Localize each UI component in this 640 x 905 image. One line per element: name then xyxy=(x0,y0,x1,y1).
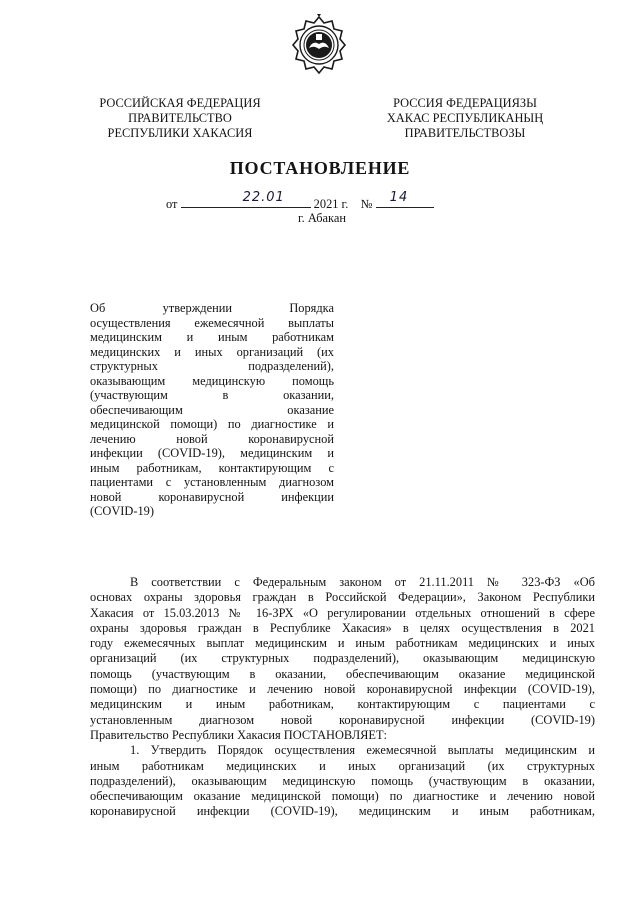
subject-line: структурных подразделений), xyxy=(90,359,334,373)
subject-line: инфекции (COVID-19), медицинским и xyxy=(90,446,334,460)
body-line: организаций (их структурных подразделений), оказывающим медицинскую xyxy=(90,651,595,666)
subject-line: медицинских и иных организаций (их xyxy=(90,344,334,359)
coat-of-arms-emblem xyxy=(291,14,347,76)
body-line: помощи) по диагностике и лечению новой коронавирусной инфекции (COVID-19), xyxy=(90,682,595,697)
subject-line: иным работникам, контактирующим с xyxy=(90,460,334,475)
handwritten-number: 14 xyxy=(389,190,409,205)
body-line: коронавирусной инфекции (COVID-19), медицинским и иным работникам, xyxy=(90,804,595,819)
body-line: 1. Утвердить Порядок осуществления ежемесячной выплаты медицинским и xyxy=(130,743,595,758)
header-right-line: ХАКАС РЕСПУБЛИКАНЫҢ xyxy=(386,111,544,125)
subject-line: новой коронавирусной инфекции xyxy=(90,489,334,504)
header-left-line: РОССИЙСКАЯ ФЕДЕРАЦИЯ xyxy=(99,96,261,110)
header-left-line: РЕСПУБЛИКИ ХАКАСИЯ xyxy=(107,126,253,140)
subject-line: оказывающим медицинскую помощь xyxy=(90,373,334,388)
header-right-line: РОССИЯ ФЕДЕРАЦИЯЗЫ xyxy=(393,96,537,110)
body-line: Правительство Республики Хакасия ПОСТАНОВЛЯЕТ: xyxy=(90,727,387,742)
subject-line: пациентами с установленным диагнозом xyxy=(90,475,334,489)
subject-line: обеспечивающим оказание xyxy=(90,402,334,417)
body-line: Хакасия от 15.03.2013 № 16-ЗРХ «О регулировании отдельных отношений в сфере xyxy=(90,605,595,620)
subject-line: осуществления ежемесячной выплаты xyxy=(90,315,334,330)
subject-line: (участвующим в оказании, xyxy=(90,388,334,402)
date-number-line xyxy=(166,190,434,212)
document-title: ПОСТАНОВЛЕНИЕ xyxy=(229,158,411,178)
header-right-khakas xyxy=(365,96,565,141)
body-line: помощь (участвующим в оказании, обеспечивающим оказание медицинской xyxy=(90,666,595,681)
subject-line: медицинской помощи) по диагностике и xyxy=(90,417,334,431)
body-text xyxy=(90,575,595,820)
body-line: медицинским и иным работникам, контактирующим с пациентами с xyxy=(90,697,595,712)
city-name: г. Абакан xyxy=(298,211,346,225)
header-right-line: ПРАВИТЕЛЬСТВОЗЫ xyxy=(404,126,526,140)
handwritten-date: 22.01 xyxy=(242,190,285,205)
header-left-line: ПРАВИТЕЛЬСТВО xyxy=(128,111,232,125)
number-label: № xyxy=(360,197,373,211)
body-line: основах охраны здоровья граждан в Российской Федерации», Законом Республики xyxy=(90,590,595,605)
body-line: обеспечивающим оказание медицинской помощи) по диагностике и лечению новой xyxy=(90,789,595,804)
body-line: году ежемесячных выплат медицинским и иным работникам медицинских и иных xyxy=(90,636,595,651)
body-line: иным работникам медицинских и иных организаций (их структурных xyxy=(90,758,595,773)
subject-line: Об утверждении Порядка xyxy=(90,301,334,315)
from-label: от xyxy=(166,197,178,211)
body-line: подразделений), оказывающим медицинскую помощь (участвующим в оказании, xyxy=(90,773,595,788)
number-blank xyxy=(376,190,434,208)
subject-line: лечению новой коронавирусной xyxy=(90,431,334,446)
body-line: охраны здоровья граждан в Республике Хакасия» в целях осуществления в 2021 xyxy=(90,620,595,635)
header-left-russian xyxy=(80,96,280,141)
date-blank xyxy=(181,190,311,208)
year-label: 2021 г. xyxy=(313,197,349,211)
body-line: В соответствии с Федеральным законом от 21.11.2011 № 323-ФЗ «Об xyxy=(130,575,595,589)
body-line: установленным диагнозом новой коронавирусной инфекции (COVID-19) xyxy=(90,712,595,727)
subject-line: (COVID-19) xyxy=(90,504,155,518)
subject-block xyxy=(90,301,334,519)
subject-line: медицинским и иным работникам xyxy=(90,330,334,344)
